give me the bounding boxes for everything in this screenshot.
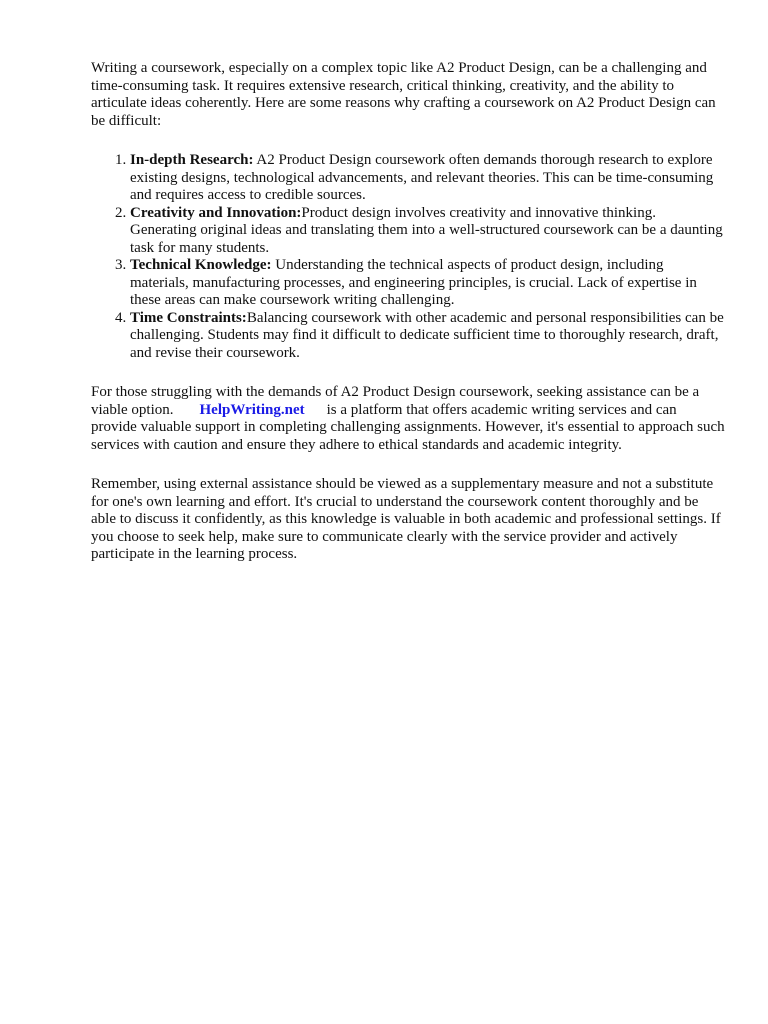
assistance-paragraph: [91, 384, 725, 454]
list-item: [130, 205, 725, 258]
list-item-title: Time Constraints:: [130, 309, 247, 326]
list-item: [130, 152, 725, 205]
list-item: [130, 310, 725, 363]
helpwriting-link[interactable]: HelpWriting.net: [199, 401, 305, 418]
assistance-text-after: is a platform that offers academic writing services and can provide valuable support in completing challenging assignments. However, it's essential to approach such services with caution and ensure they adhere to ethical standards and academic integrity.: [91, 401, 725, 453]
assistance-text-before: For those struggling with the demands of A2 Product Design coursework, seeking assistance can be a viable option.: [91, 384, 700, 418]
list-item-text: Understanding the technical aspects of product design, including materials, manufacturing processes, and engineering principles, is crucial. Lack of expertise in these areas can make coursework writing challenging.: [130, 257, 697, 308]
list-item: [130, 257, 725, 310]
list-item-title: Creativity and Innovation:: [130, 204, 302, 221]
document-page: [91, 60, 725, 564]
list-item-text: Balancing coursework with other academic and personal responsibilities can be challenging. Students may find it difficult to dedicate sufficient time to thoroughly research, draft, and revise their coursework.: [130, 309, 724, 361]
list-item-text: Product design involves creativity and innovative thinking. Generating original ideas and translating them into a well-structured coursework can be a daunting task for many students.: [130, 204, 723, 256]
list-item-title: Technical Knowledge:: [130, 257, 272, 273]
reasons-list: [91, 152, 725, 362]
list-item-text: A2 Product Design coursework often demands thorough research to explore existing designs, technological advancements, and relevant theories. This can be time-consuming and requires access to credible sources.: [130, 152, 714, 203]
closing-paragraph: Remember, using external assistance should be viewed as a supplementary measure and not a substitute for one's own learning and effort. It's crucial to understand the coursework content thoroughly and be able to discuss it confidently, as this knowledge is valuable in both academic and professional settings. If you choose to seek help, make sure to communicate clearly with the service provider and actively participate in the learning process.: [91, 476, 721, 562]
intro-paragraph: Writing a coursework, especially on a complex topic like A2 Product Design, can be a challenging and time-consuming task. It requires extensive research, critical thinking, creativity, and the ability to articulate ideas coherently. Here are some reasons why crafting a coursework on A2 Product Design can be difficult:: [91, 60, 716, 129]
list-item-title: In-depth Research:: [130, 152, 254, 168]
